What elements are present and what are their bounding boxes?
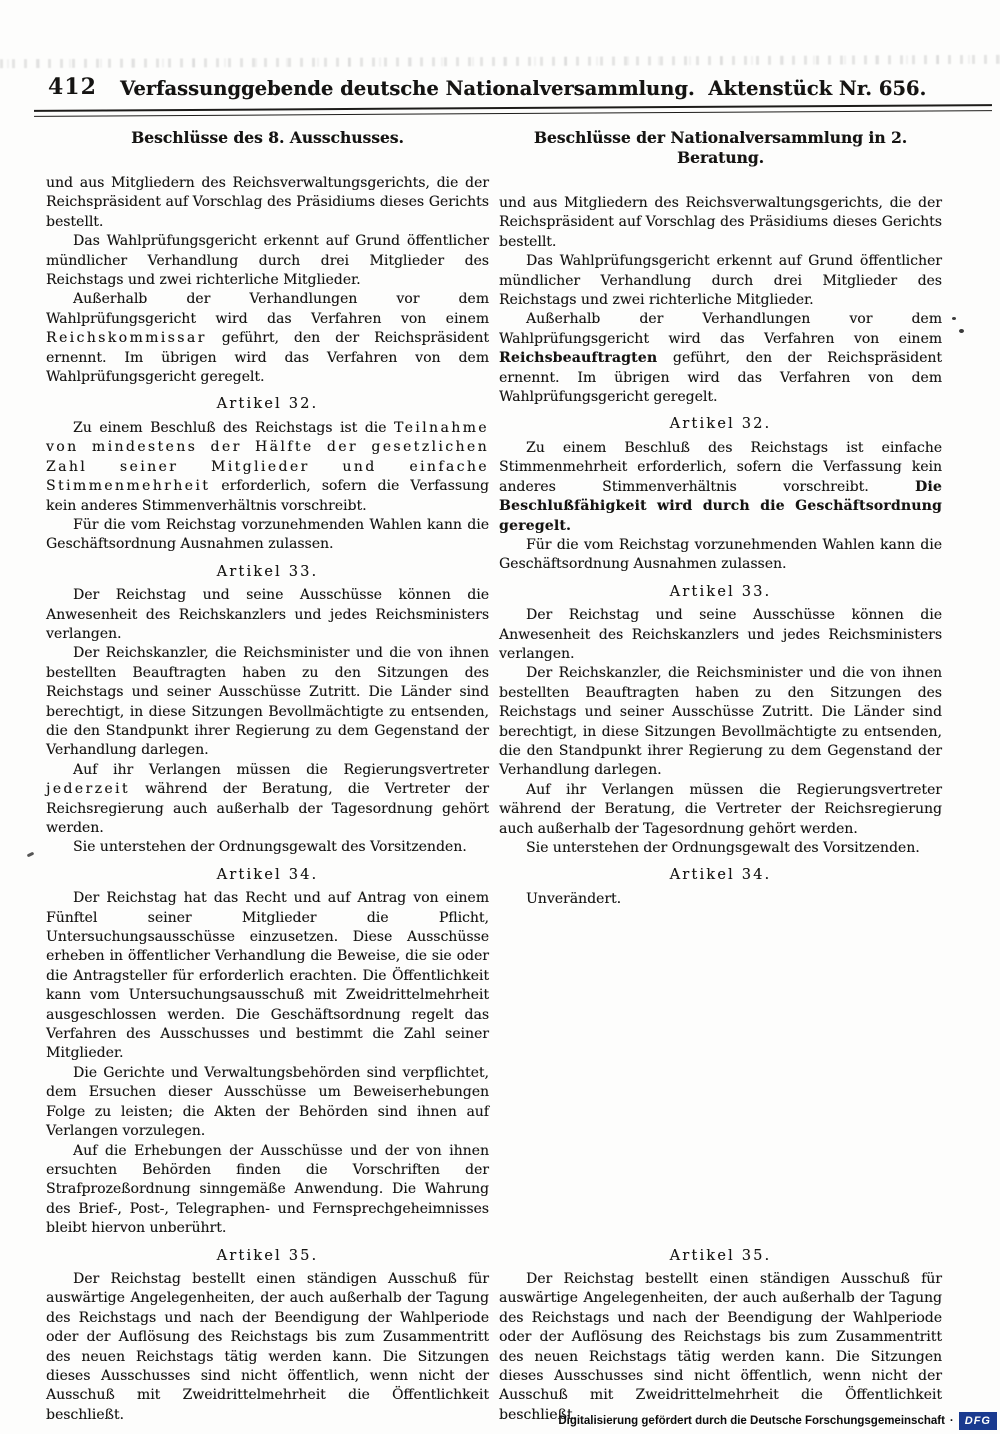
left-column	[46, 128, 489, 1239]
text-run: Zu einem Beschluß des Reichstags ist die	[73, 419, 394, 436]
right-column-artikel-35	[499, 1239, 942, 1426]
text-run: Unverändert.	[526, 890, 622, 907]
right-column	[499, 128, 942, 909]
right-column-heading: Beschlüsse der Nationalversammlung in 2. Beratung.	[533, 128, 908, 167]
text-run: erforderlich, sofern die Verfassung kein anderes Stimmenverhältnis vorschreibt.	[46, 478, 489, 514]
paragraph	[46, 761, 489, 839]
paragraph	[46, 174, 489, 232]
text-run: Sie unterstehen der Ordnungsgewalt des Vorsitzenden.	[526, 840, 920, 856]
text-run: geführt, den der Reichspräsident ernennt. Im übrigen wird das Verfahren von dem Wahlprüfungsgericht geregelt.	[46, 330, 489, 386]
text-run: Auf ihr Verlangen müssen die Regierungsvertreter während der Beratung, die Vertreter der Reichsregierung auch außerhalb der Tagesordnung gehört werden.	[499, 781, 942, 837]
paragraph	[46, 232, 489, 290]
running-head-title: Verfassunggebende deutsche Nationalversammlung.	[120, 77, 695, 100]
text-run: Sie unterstehen der Ordnungsgewalt des Vorsitzenden.	[73, 839, 467, 856]
emphasis-bold: Reichsbeauftragten	[499, 350, 658, 367]
paragraph	[499, 781, 942, 839]
paragraph	[499, 536, 942, 575]
text-run: Der Reichstag und seine Ausschüsse können die Anwesenheit des Reichskanzlers und jedes Reichsministers verlangen.	[46, 587, 489, 642]
emphasis-bold: Die Beschlußfähigkeit wird durch die Geschäftsordnung geregelt.	[499, 478, 942, 534]
text-run: und aus Mitgliedern des Reichsverwaltungsgerichts, die der Reichspräsident auf Vorschlag des Präsidiums dieses Gerichts bestellt.	[499, 195, 942, 250]
text-run: geführt, den der Reichspräsident ernennt. Im übrigen wird das Verfahren von dem Wahlprüfungsgericht geregelt.	[499, 350, 942, 406]
artikel-34-heading: Artikel 34.	[216, 866, 319, 883]
emphasis-spaced: Teilnahme von mindestens der Hälfte der gesetzlichen Zahl seiner Mitglieder und einfache Stimmenmehrheit	[46, 419, 489, 495]
text-run: Für die vom Reichstag vorzunehmenden Wahlen kann die Geschäftsordnung Ausnahmen zulassen.	[46, 516, 489, 553]
paragraph	[46, 516, 489, 555]
running-head-docref: Aktenstück Nr. 656.	[708, 77, 927, 100]
text-run: Das Wahlprüfungsgericht erkennt auf Grund öffentlicher mündlicher Verhandlung durch drei Mitglieder des Reichstags und zwei richterliche Mitglieder.	[499, 253, 942, 309]
paragraph	[46, 290, 489, 387]
artikel-32-heading: Artikel 32.	[216, 396, 319, 413]
document-body	[46, 128, 942, 1425]
paragraph	[46, 838, 489, 857]
text-run: während der Beratung, die Vertreter der Reichsregierung auch außerhalb der Tagesordnung gehört werden.	[46, 781, 489, 836]
scan-speck	[959, 329, 964, 333]
paragraph	[46, 1064, 489, 1142]
columns-lower-row	[46, 1239, 942, 1426]
paragraph	[46, 644, 489, 760]
text-run: Der Reichstag bestellt einen ständigen Ausschuß für auswärtige Angelegenheiten, der auch außerhalb der Tagung des Reichstags und nach der Beendigung der Wahlperiode oder der Auflösung des Reichstags bis zum Zusammentritt des neuen Reichstags tätig werden kann. Die Sitzungen dieses Ausschusses sind nicht öffentlich, wenn nicht der Ausschuß mit Zweidrittelmehrheit die Öffentlichkeit beschließt.	[499, 1270, 942, 1423]
artikel-33-heading: Artikel 33.	[216, 563, 319, 580]
scan-smudge-band	[0, 55, 1000, 68]
credit-text: Digitalisierung gefördert durch die Deutsche Forschungsgemeinschaft	[558, 1415, 945, 1427]
text-run: Der Reichstag und seine Ausschüsse können die Anwesenheit des Reichskanzlers und jedes Reichsministers verlangen.	[499, 607, 942, 662]
text-run: Auf ihr Verlangen müssen die Regierungsvertreter	[73, 761, 489, 778]
left-column-artikel-35	[46, 1239, 489, 1426]
scan-speck	[952, 317, 956, 320]
paragraph	[499, 252, 942, 310]
text-run: Das Wahlprüfungsgericht erkennt auf Grund öffentlicher mündlicher Verhandlung durch drei Mitglieder des Reichstags und zwei richterliche Mitglieder.	[46, 233, 489, 289]
text-run: und aus Mitgliedern des Reichsverwaltungsgerichts, die der Reichspräsident auf Vorschlag des Präsidiums dieses Gerichts bestellt.	[46, 175, 489, 230]
text-run: Die Gerichte und Verwaltungsbehörden sind verpflichtet, dem Ersuchen dieser Ausschüsse um Beweiserhebungen Folge zu leisten; die Akten der Behörden sind ihnen auf Verlangen vorzulegen.	[46, 1064, 489, 1140]
digitization-credit	[558, 1412, 997, 1430]
artikel-35-heading: Artikel 35.	[669, 1247, 772, 1264]
emphasis-spaced: Reichskommissar	[46, 330, 207, 347]
paragraph	[499, 606, 942, 664]
paragraph	[499, 310, 942, 407]
paragraph	[499, 194, 942, 252]
header-double-rule	[34, 104, 992, 117]
paragraph	[46, 586, 489, 644]
running-head	[120, 77, 927, 100]
text-run: Auf die Erhebungen der Ausschüsse und der von ihnen ersuchten Behörden finden die Vorschriften der Strafprozeßordnung sinngemäße Anwendung. Die Wahrung des Brief-, Post-, Telegraphen- und Fernsprechgeheimnisses bleibt hiervon unberührt.	[46, 1142, 489, 1237]
page-number: 412	[48, 74, 97, 100]
text-run: Zu einem Beschluß des Reichstags ist einfache Stimmenmehrheit erforderlich, sofern die Verfassung kein anderes Stimmenverhältnis vorschreibt.	[499, 439, 942, 495]
paragraph	[46, 889, 489, 1064]
text-run: Für die vom Reichstag vorzunehmenden Wahlen kann die Geschäftsordnung Ausnahmen zulassen.	[499, 536, 942, 573]
credit-separator: ·	[949, 1415, 954, 1427]
scan-speck	[27, 852, 35, 858]
paragraph	[499, 439, 942, 536]
text-run: Der Reichskanzler, die Reichsminister und die von ihnen bestellten Beauftragten haben zu den Sitzungen des Reichstags und seiner Ausschüsse Zutritt. Die Länder sind berechtigt, in diese Sitzungen Bevollmächtigte zu entsenden, die den Standpunkt ihrer Regierung zu dem Gegenstand der Verhandlung darlegen.	[499, 665, 942, 779]
artikel-34-heading: Artikel 34.	[669, 867, 772, 884]
paragraph	[499, 839, 942, 858]
paragraph	[46, 419, 489, 516]
columns-upper-row	[46, 128, 942, 1239]
paragraph	[499, 890, 942, 909]
dfg-logo: DFG	[959, 1412, 997, 1430]
paragraph	[499, 1270, 942, 1425]
text-run: Der Reichstag hat das Recht und auf Antrag von einem Fünftel seiner Mitglieder die Pflicht, Untersuchungsausschüsse einzusetzen. Diese Ausschüsse erheben in öffentlicher Verhandlung die Beweise, die sie oder die Antragsteller für erforderlich erachten. Die Öffentlichkeit kann vom Untersuchungsausschuß mit Zweidrittelmehrheit ausgeschlossen werden. Die Geschäftsordnung regelt das Verfahren des Ausschusses und bestimmt die Zahl seiner Mitglieder.	[46, 890, 489, 1062]
paragraph	[46, 1270, 489, 1425]
artikel-35-heading: Artikel 35.	[216, 1247, 319, 1264]
text-run: Der Reichstag bestellt einen ständigen Ausschuß für auswärtige Angelegenheiten, der auch außerhalb der Tagung des Reichstags und nach der Beendigung der Wahlperiode oder der Auflösung des Reichstags bis zum Zusammentritt des neuen Reichstags tätig werden kann. Die Sitzungen dieses Ausschusses sind nicht öffentlich, wenn nicht der Ausschuß mit Zweidrittelmehrheit die Öffentlichkeit beschließt.	[46, 1270, 489, 1423]
artikel-33-heading: Artikel 33.	[669, 583, 772, 600]
text-run: Der Reichskanzler, die Reichsminister und die von ihnen bestellten Beauftragten haben zu den Sitzungen des Reichstags und seiner Ausschüsse Zutritt. Die Länder sind berechtigt, in diese Sitzungen Bevollmächtigte zu entsenden, die den Standpunkt ihrer Regierung zu dem Gegenstand der Verhandlung darlegen.	[46, 645, 489, 759]
paragraph	[499, 664, 942, 780]
paragraph	[46, 1142, 489, 1239]
text-run: Außerhalb der Verhandlungen vor dem Wahlprüfungsgericht wird das Verfahren von einem	[46, 291, 489, 327]
artikel-32-heading: Artikel 32.	[669, 416, 772, 433]
text-run: Außerhalb der Verhandlungen vor dem Wahlprüfungsgericht wird das Verfahren von einem	[499, 311, 942, 347]
left-column-heading: Beschlüsse des 8. Ausschusses.	[131, 128, 404, 147]
emphasis-spaced: jederzeit	[46, 781, 130, 798]
